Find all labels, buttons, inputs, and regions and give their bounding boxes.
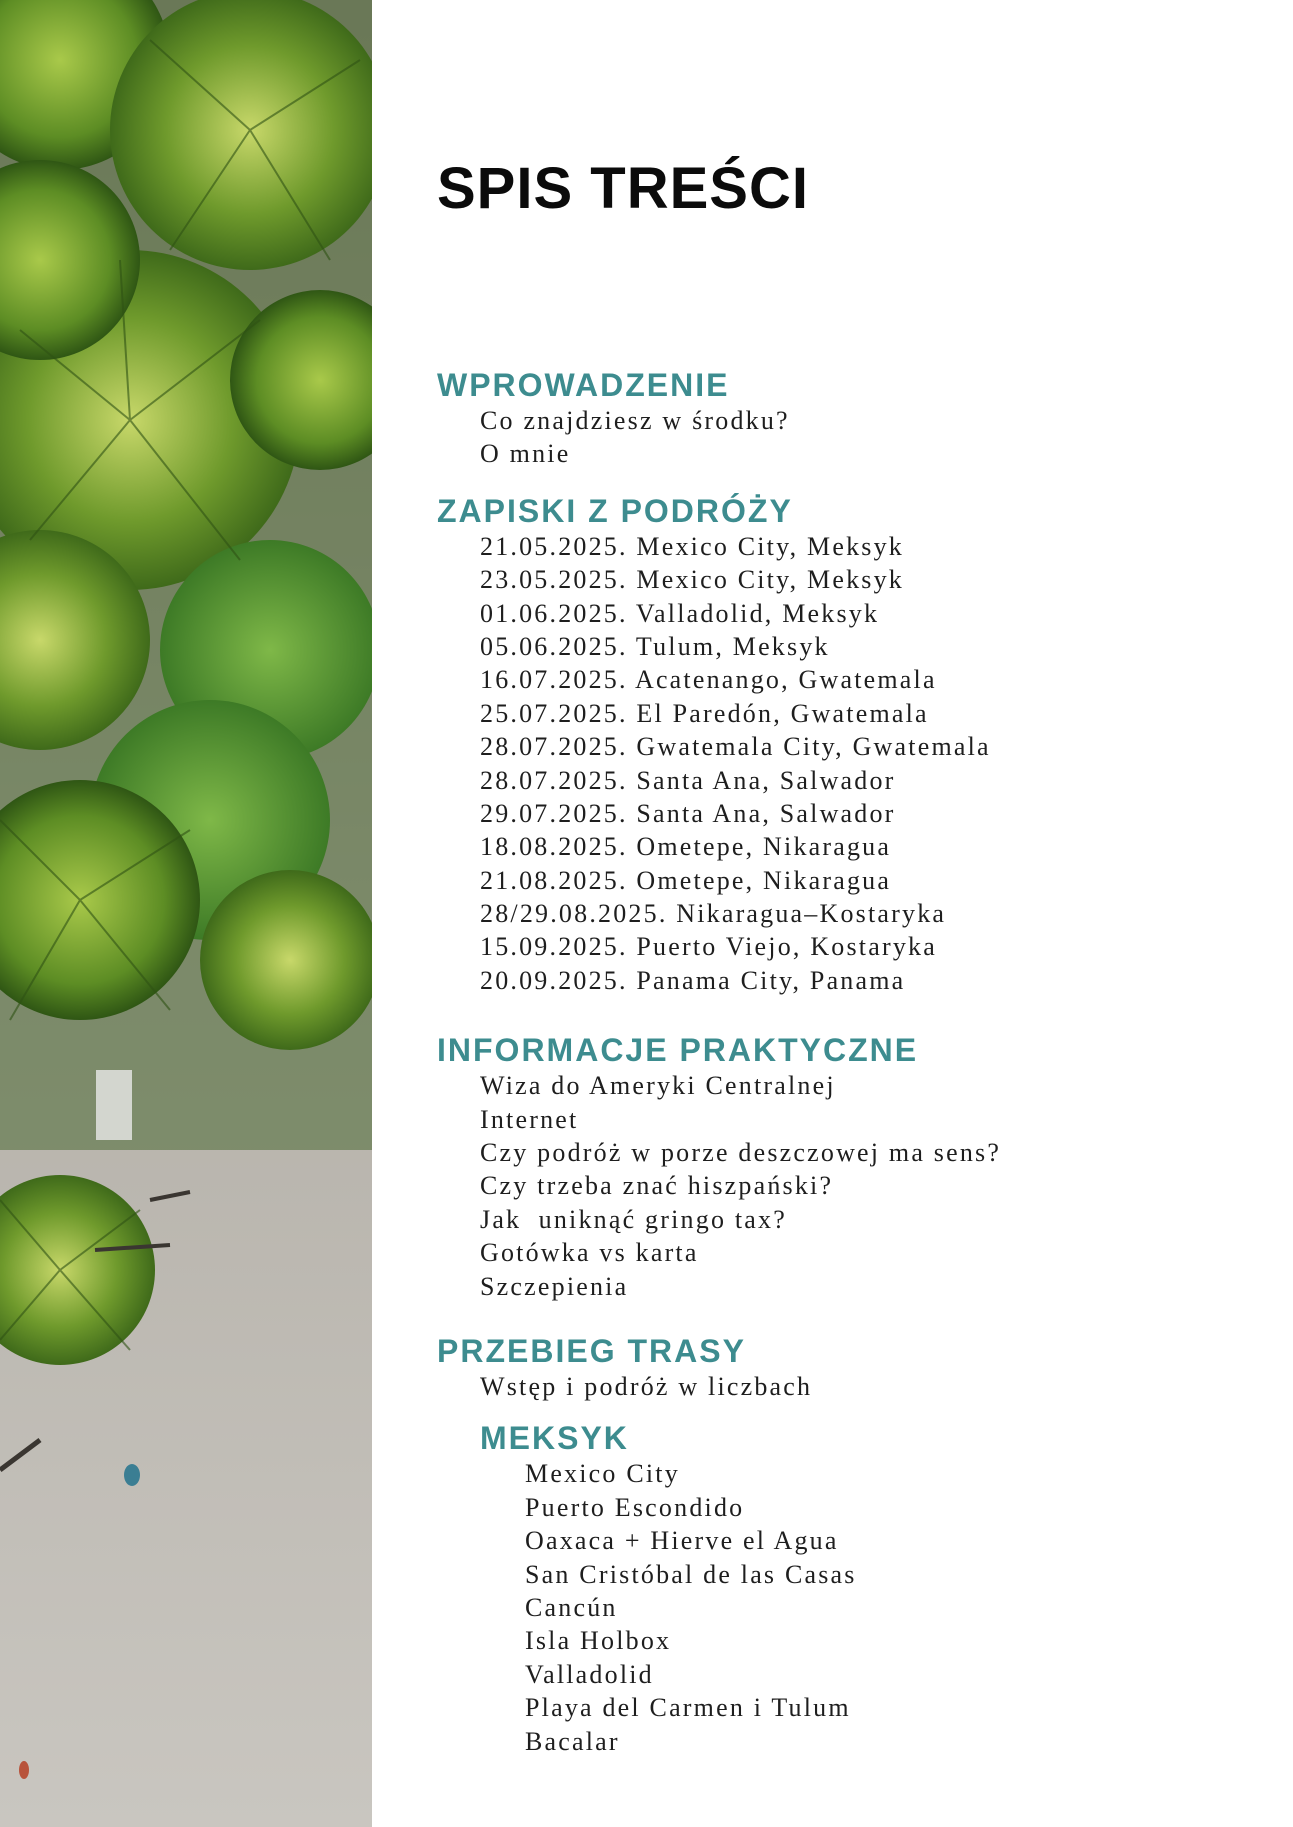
section-heading[interactable]: PRZEBIEG TRASY [437,1332,746,1369]
toc-item[interactable]: 25.07.2025. El Paredón, Gwatemala [480,698,929,728]
toc-item[interactable]: 01.06.2025. Valladolid, Meksyk [480,598,880,628]
toc-item[interactable]: Internet [480,1104,579,1134]
subsection-meksyk [437,1419,1257,1758]
toc-item[interactable]: 28/29.08.2025. Nikaragua–Kostaryka [480,899,947,929]
toc-item[interactable]: 28.07.2025. Gwatemala City, Gwatemala [480,732,991,762]
subsection-heading[interactable]: MEKSYK [480,1420,629,1457]
toc-item[interactable]: 21.05.2025. Mexico City, Meksyk [480,531,904,561]
toc-item[interactable]: Bacalar [525,1726,620,1756]
table-of-contents [437,156,1257,1758]
toc-item[interactable]: Czy trzeba znać hiszpański? [480,1171,834,1201]
section-wprowadzenie [437,366,1257,471]
section-heading[interactable]: INFORMACJE PRAKTYCZNE [437,1032,919,1069]
toc-item[interactable]: San Cristóbal de las Casas [525,1559,857,1589]
toc-item[interactable]: O mnie [480,439,571,469]
section-przebieg-trasy [437,1332,1257,1758]
toc-item[interactable]: 16.07.2025. Acatenango, Gwatemala [480,665,937,695]
toc-item[interactable]: Czy podróż w porze deszczowej ma sens? [480,1138,1002,1168]
toc-item[interactable]: 15.09.2025. Puerto Viejo, Kostaryka [480,932,937,962]
section-zapiski-z-podrozy [437,492,1257,997]
toc-item[interactable]: 20.09.2025. Panama City, Panama [480,965,906,995]
toc-item[interactable]: 18.08.2025. Ometepe, Nikaragua [480,832,892,862]
toc-item[interactable]: Mexico City [525,1459,680,1489]
toc-item[interactable]: Cancún [525,1592,618,1622]
toc-item[interactable]: 28.07.2025. Santa Ana, Salwador [480,765,896,795]
toc-item[interactable]: Co znajdziesz w środku? [480,406,790,435]
toc-item[interactable]: Playa del Carmen i Tulum [525,1693,851,1723]
toc-item[interactable]: Isla Holbox [525,1626,672,1656]
section-heading[interactable]: WPROWADZENIE [437,367,730,403]
toc-item[interactable]: Szczepienia [480,1271,629,1301]
toc-item[interactable]: Jak uniknąć gringo tax? [480,1204,787,1234]
toc-item[interactable]: Wstęp i podróż w liczbach [480,1371,813,1401]
toc-item[interactable]: Gotówka vs karta [480,1238,699,1268]
page-title: SPIS TREŚCI [437,156,809,221]
toc-item[interactable]: 29.07.2025. Santa Ana, Salwador [480,798,896,828]
section-informacje-praktyczne [437,1031,1257,1303]
toc-item[interactable]: 21.08.2025. Ometepe, Nikaragua [480,865,892,895]
toc-item[interactable]: Valladolid [525,1659,654,1689]
toc-item[interactable]: Puerto Escondido [525,1492,745,1522]
section-heading[interactable]: ZAPISKI Z PODRÓŻY [437,492,793,529]
toc-item[interactable]: Wiza do Ameryki Centralnej [480,1071,836,1101]
toc-item[interactable]: Oaxaca + Hierve el Agua [525,1526,839,1556]
toc-item[interactable]: 05.06.2025. Tulum, Meksyk [480,631,830,661]
toc-item[interactable]: 23.05.2025. Mexico City, Meksyk [480,565,904,595]
palm-beach-photo [0,0,372,1827]
